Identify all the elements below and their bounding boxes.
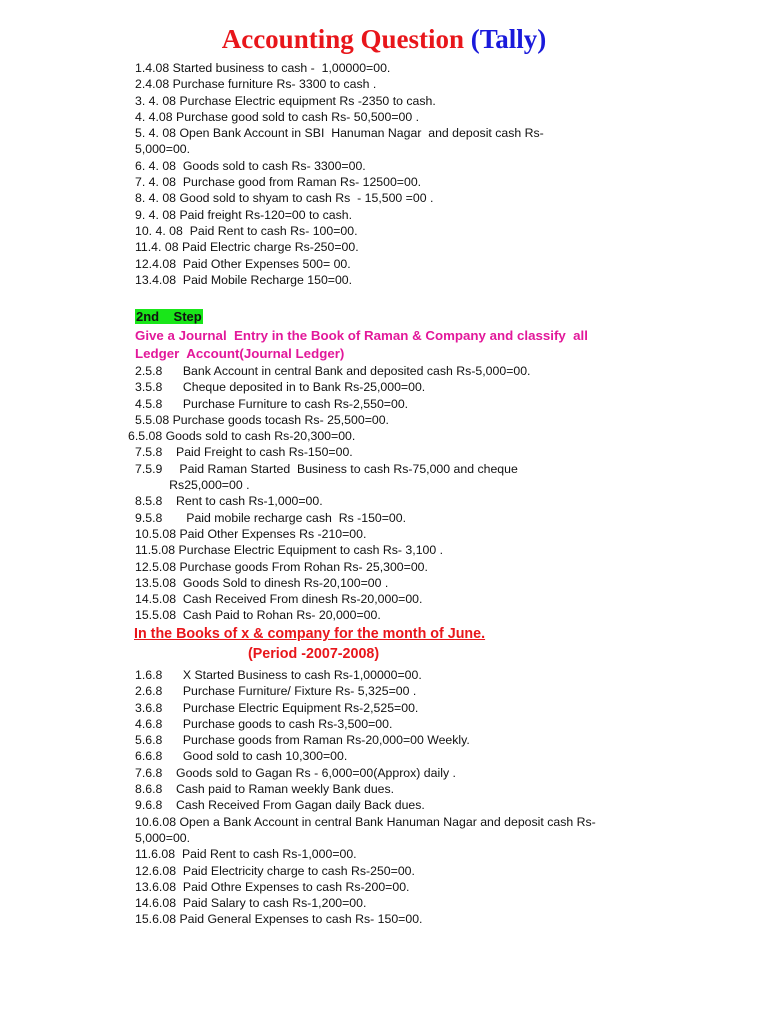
list-item: 1.6.8 X Started Business to cash Rs-1,00000=00. [135, 668, 422, 682]
list-item: 2.5.8 Bank Account in central Bank and deposited cash Rs-5,000=00. [135, 364, 531, 378]
title-tally: (Tally) [470, 24, 547, 54]
list-item: 8.6.8 Cash paid to Raman weekly Bank dues. [135, 782, 395, 797]
list-item: 3. 4. 08 Purchase Electric equipment Rs -2350 to cash. [135, 93, 436, 108]
list-item: 13.4.08 Paid Mobile Recharge 150=00. [135, 272, 353, 287]
section2-heading-line2: Ledger Account(Journal Ledger) [135, 346, 345, 361]
list-item: 2.4.08 Purchase furniture Rs- 3300 to cash . [135, 77, 377, 92]
list-item: 11.5.08 Purchase Electric Equipment to cash Rs- 3,100 . [135, 543, 444, 558]
list-item: 6. 4. 08 Goods sold to cash Rs- 3300=00. [135, 158, 366, 173]
section3-heading-line2: (Period -2007-2008) [248, 646, 380, 662]
list-item: 2.6.8 Purchase Furniture/ Fixture Rs- 5,325=00 . [135, 684, 417, 699]
list-item: 7.5.9 Paid Raman Started Business to cash Rs-75,000 and cheque [135, 461, 518, 476]
list-item: 1.4.08 Started business to cash - 1,00000=00. [135, 61, 391, 75]
list-item: 4.6.8 Purchase goods to cash Rs-3,500=00. [135, 716, 393, 731]
list-item: 6.6.8 Good sold to cash 10,300=00. [135, 749, 348, 764]
list-item: 4. 4.08 Purchase good sold to cash Rs- 50,500=00 . [135, 109, 420, 124]
list-item: 11.4. 08 Paid Electric charge Rs-250=00. [135, 240, 359, 255]
section2-heading-line1: Give a Journal Entry in the Book of Raman & Company and classify all [135, 328, 588, 343]
list-item: 9. 4. 08 Paid freight Rs-120=00 to cash. [135, 207, 353, 222]
list-item: 10.5.08 Paid Other Expenses Rs -210=00. [135, 526, 367, 541]
list-item: 4.5.8 Purchase Furniture to cash Rs-2,550=00. [135, 396, 409, 411]
section3-heading-line1: In the Books of x & company for the month of June. [134, 626, 486, 642]
section2-entries [128, 363, 531, 624]
list-item: 3.6.8 Purchase Electric Equipment Rs-2,525=00. [135, 700, 419, 715]
section1-entries [135, 60, 544, 288]
list-item: 5.5.08 Purchase goods tocash Rs- 25,500=00. [135, 412, 389, 427]
list-item: 14.6.08 Paid Salary to cash Rs-1,200=00. [135, 896, 367, 911]
list-item: 10.6.08 Open a Bank Account in central Bank Hanuman Nagar and deposit cash Rs- [135, 814, 596, 829]
list-item: 7.5.8 Paid Freight to cash Rs-150=00. [135, 445, 353, 460]
list-item: 7.6.8 Goods sold to Gagan Rs - 6,000=00(Approx) daily . [135, 765, 456, 780]
list-item: 12.6.08 Paid Electricity charge to cash Rs-250=00. [135, 863, 415, 878]
title-main: Accounting Question [221, 24, 464, 54]
list-item: 10. 4. 08 Paid Rent to cash Rs- 100=00. [135, 223, 358, 238]
list-item: 6.5.08 Goods sold to cash Rs-20,300=00. [128, 429, 356, 444]
list-item: 15.5.08 Cash Paid to Rohan Rs- 20,000=00. [135, 608, 381, 623]
list-item: 15.6.08 Paid General Expenses to cash Rs- 150=00. [135, 912, 423, 927]
list-item: 11.6.08 Paid Rent to cash Rs-1,000=00. [135, 847, 357, 862]
list-item: 5. 4. 08 Open Bank Account in SBI Hanuman Nagar and deposit cash Rs- [135, 126, 544, 141]
list-item: 13.5.08 Goods Sold to dinesh Rs-20,100=00 . [135, 575, 389, 590]
page-title [0, 24, 768, 55]
list-item: 5.6.8 Purchase goods from Raman Rs-20,000=00 Weekly. [135, 733, 470, 748]
list-item: 5,000=00. [135, 830, 191, 845]
list-item: Rs25,000=00 . [135, 478, 250, 493]
step-label: 2nd Step [136, 309, 202, 324]
list-item: 9.5.8 Paid mobile recharge cash Rs -150=00. [135, 510, 407, 525]
list-item: 8.5.8 Rent to cash Rs-1,000=00. [135, 494, 323, 509]
list-item: 9.6.8 Cash Received From Gagan daily Back dues. [135, 798, 425, 813]
list-item: 3.5.8 Cheque deposited in to Bank Rs-25,000=00. [135, 380, 426, 395]
list-item: 12.5.08 Purchase goods From Rohan Rs- 25,300=00. [135, 559, 428, 574]
list-item: 8. 4. 08 Good sold to shyam to cash Rs - 15,500 =00 . [135, 191, 434, 206]
list-item: 5,000=00. [135, 142, 191, 157]
section3-entries [135, 667, 596, 928]
list-item: 12.4.08 Paid Other Expenses 500= 00. [135, 256, 351, 271]
list-item: 7. 4. 08 Purchase good from Raman Rs- 12500=00. [135, 175, 422, 190]
list-item: 14.5.08 Cash Received From dinesh Rs-20,000=00. [135, 592, 423, 607]
list-item: 13.6.08 Paid Othre Expenses to cash Rs-200=00. [135, 879, 410, 894]
